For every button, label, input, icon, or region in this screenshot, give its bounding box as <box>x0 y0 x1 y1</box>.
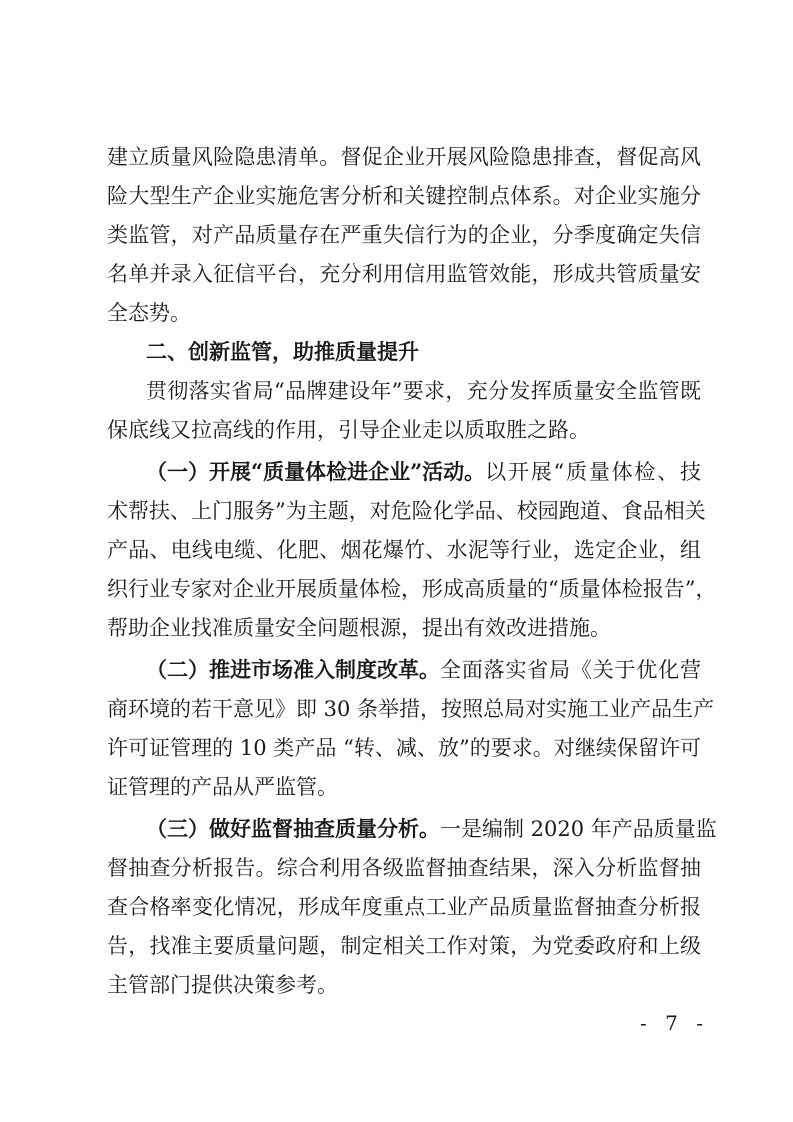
line-text: 织行业专家对企业开展质量体检，形成高质量的“质量体检报告”， <box>107 577 717 601</box>
line-text: 术帮扶、上门服务”为主题，对危险化学品、校园跑道、食品相关 <box>107 499 706 523</box>
line-text: 许可证管理的 10 类产品 “转、减、放”的要求。对继续保留许可 <box>107 736 701 760</box>
line-text: 主管部门提供决策参考。 <box>107 973 338 997</box>
line-text: 查合格率变化情况，形成年度重点工业产品质量监督抽查分析报 <box>107 895 701 919</box>
line-text: 督抽查分析报告。综合利用各级监督抽查结果，深入分析监督抽 <box>107 856 701 880</box>
line-text: 产品、电线电缆、化肥、烟花爆竹、水泥等行业，选定企业，组 <box>107 538 701 562</box>
line-text: 以开展“质量体检、技 <box>485 460 701 484</box>
paragraph-line <box>107 613 701 643</box>
line-text: 全面落实省局《关于优化营 <box>440 658 701 682</box>
paragraph-line <box>107 535 701 565</box>
line-text: 证管理的产品从严监管。 <box>107 775 338 799</box>
paragraph-line <box>107 259 701 289</box>
line-text: 险大型生产企业实施危害分析和关键控制点体系。对企业实施分 <box>107 184 701 208</box>
paragraph-line <box>107 220 701 250</box>
line-text: 帮助企业找准质量安全问题根源，提出有效改进措施。 <box>107 616 611 640</box>
paragraph-line <box>107 142 701 172</box>
paragraph-line <box>107 298 701 328</box>
paragraph-lead: （二）推进市场准入制度改革。 <box>146 657 440 682</box>
paragraph-line <box>107 694 715 724</box>
line-text: 保底线又拉高线的作用，引导企业走以质取胜之路。 <box>107 418 590 442</box>
paragraph-lead: （三）做好监督抽查质量分析。 <box>146 816 440 841</box>
line-text: 二、创新监管，助推质量提升 <box>146 340 419 364</box>
paragraph-line <box>107 574 717 604</box>
line-text: 贯彻落实省局“品牌建设年”要求，充分发挥质量安全监管既 <box>146 379 701 403</box>
paragraph-line <box>107 181 701 211</box>
line-text: 告，找准主要质量问题，制定相关工作对策，为党委政府和上级 <box>107 934 701 958</box>
paragraph-line <box>107 733 701 763</box>
paragraph-line <box>107 772 701 802</box>
line-text: 商环境的若干意见》即 30 条举措，按照总局对实施工业产品生产 <box>107 697 715 721</box>
paragraph-line <box>146 655 701 685</box>
paragraph-line <box>107 970 701 1000</box>
line-text: 全态势。 <box>107 301 191 325</box>
paragraph-line <box>107 415 701 445</box>
paragraph-line <box>107 892 701 922</box>
section-heading <box>146 337 701 367</box>
paragraph-line <box>146 814 717 844</box>
paragraph-line <box>107 853 701 883</box>
paragraph-line <box>107 496 706 526</box>
paragraph-line <box>107 931 701 961</box>
line-text: 建立质量风险隐患清单。督促企业开展风险隐患排查，督促高风 <box>107 145 701 169</box>
line-text: 一是编制 2020 年产品质量监 <box>440 817 717 841</box>
page-number: - 7 - <box>640 1011 709 1035</box>
line-text: 名单并录入征信平台，充分利用信用监管效能，形成共管质量安 <box>107 262 701 286</box>
line-text: 类监管，对产品质量存在严重失信行为的企业，分季度确定失信 <box>107 223 701 247</box>
paragraph-line <box>146 376 701 406</box>
paragraph-lead: （一）开展“质量体检进企业”活动。 <box>146 459 486 484</box>
paragraph-line <box>146 457 701 487</box>
